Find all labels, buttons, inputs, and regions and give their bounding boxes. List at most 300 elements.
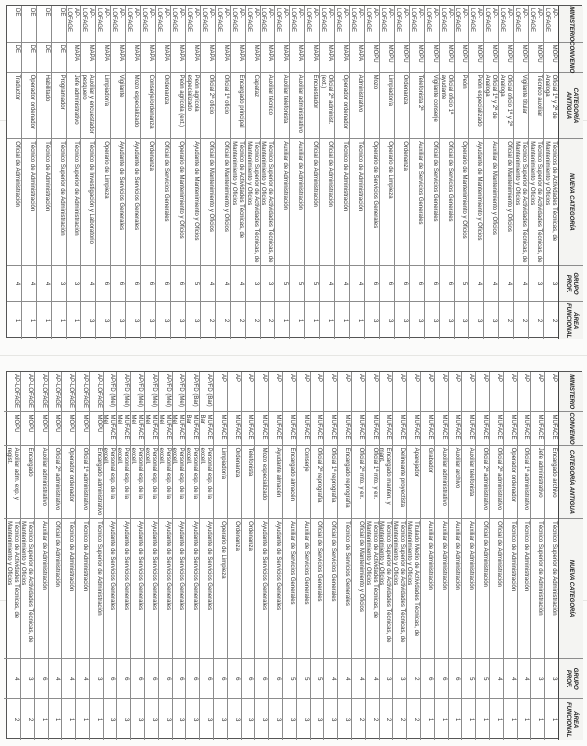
area-funcional-cell: 2 [267, 318, 274, 323]
grupo-prof-cell: 5 [452, 266, 468, 303]
nueva-categoria-cell: Ordenanza [228, 519, 241, 659]
area-funcional-cell: 2 [26, 718, 33, 722]
convenio-cell: MUFACE [324, 412, 337, 445]
categoria-antigua-cell: Personal esp. de la excell. [197, 446, 213, 520]
categoria-antigua-cell: Ordenanza [393, 73, 409, 140]
column-header: NUEVA CATEGORÍA [559, 519, 583, 659]
grupo-prof-cell: 6 [94, 266, 110, 303]
categoria-antigua-cell: Peón [452, 73, 468, 140]
grupo-prof-cell: 6 [142, 659, 158, 699]
categoria-antigua-cell: Oficial 2ª reprografía [311, 446, 324, 520]
area-funcional-cell: 3 [233, 718, 240, 722]
nueva-categoria-cell: Oficial de Servicios Generales [154, 139, 170, 266]
grupo-prof-cell: 4 [79, 266, 95, 303]
ministerio-cell: AP-LOFAGE [333, 6, 349, 43]
grupo-prof-cell: 4 [324, 659, 337, 699]
nueva-categoria-cell: Operario de Mantenimiento y Oficios [452, 139, 468, 266]
convenio-cell: MUFACE [518, 412, 531, 445]
categoria-antigua-cell: Operador ordenador [504, 446, 517, 520]
convenio-cell: DE [52, 43, 66, 73]
area-funcional-cell: 3 [192, 318, 199, 323]
nueva-categoria-cell: Ayudante de Servicios Generales [124, 139, 140, 266]
convenio-cell: MUFACE [390, 412, 406, 445]
convenio-cell: MOPU [76, 412, 89, 445]
grupo-prof-cell: 4 [497, 266, 513, 303]
nueva-categoria-cell: Técnico Superior de Administración [52, 139, 66, 266]
area-funcional-cell: 3 [103, 318, 110, 323]
grupo-prof-cell: 4 [518, 659, 531, 699]
categoria-antigua-cell: Operador ordenador [62, 446, 75, 520]
grupo-prof-cell: 6 [242, 659, 255, 699]
nueva-categoria-cell: Ayudante de Mantenimiento y Oficios [467, 139, 483, 266]
convenio-cell: MUFACE [435, 412, 448, 445]
convenio-cell: MOPU [62, 412, 75, 445]
convenio-cell: MOPU [18, 412, 34, 445]
column-header: GRUPO PROF. [559, 266, 583, 303]
convenio-cell: MUFACE Mel [142, 412, 158, 445]
convenio-cell: MOPU [438, 43, 454, 73]
area-funcional-cell: 1 [73, 318, 80, 323]
table-row [75, 372, 89, 740]
ministerio-cell: AP [462, 372, 475, 412]
grupo-prof-cell: 4 [199, 266, 215, 303]
convenio-cell: MAPA [229, 43, 245, 73]
ministerio-cell: AP/FD (Mel) [156, 372, 172, 412]
convenio-cell: MAPA [273, 43, 289, 73]
categoria-antigua-cell: Habilitado [37, 73, 51, 140]
area-funcional-cell: 1 [495, 718, 502, 722]
area-funcional-cell: 3 [150, 718, 157, 722]
ministerio-cell: AP-LOFAGE [184, 6, 200, 43]
area-funcional-cell: 2 [252, 318, 259, 323]
categoria-antigua-cell: Encargado [18, 446, 34, 520]
ministerio-cell: AP [476, 372, 489, 412]
area-funcional-cell: 3 [118, 318, 125, 323]
grupo-prof-cell: 4 [504, 659, 517, 699]
categoria-antigua-cell: Jefe administrativo [65, 73, 81, 140]
ministerio-cell: AP-LOFAGE [393, 6, 409, 43]
ministerio-cell: AP [363, 372, 379, 412]
grupo-prof-cell: 4 [318, 266, 334, 303]
area-funcional-cell: 1 [537, 718, 544, 722]
grupo-prof-cell: 5 [297, 659, 310, 699]
convenio-cell: MAPA [184, 43, 200, 73]
grupo-prof-cell: 3 [531, 659, 544, 699]
table-row [95, 6, 110, 339]
categoria-antigua-cell: Mozo [363, 73, 379, 140]
grupo-prof-cell: 4 [76, 659, 89, 699]
ministerio-cell: AP-LOFAGE [35, 372, 48, 412]
area-funcional-cell: 3 [177, 318, 184, 323]
nueva-categoria-cell: Operario de Mantenimiento y Oficios [169, 139, 185, 266]
table-row [117, 372, 131, 740]
ministerio-cell: AP [269, 372, 282, 412]
table-row [406, 372, 420, 740]
convenio-cell: MAPA [124, 43, 140, 73]
nueva-categoria-cell: Operario de Limpieza [378, 139, 394, 266]
nueva-categoria-cell: Técnico de Administración [37, 139, 51, 266]
area-funcional-cell: 1 [426, 718, 433, 722]
convenio-cell: MUFACE [352, 412, 365, 445]
nueva-categoria-cell: Técnico Superior de Actividades Técnicas, de Mantenimiento y Oficios [376, 519, 392, 659]
nueva-categoria-cell: Oficial de Servicios Generales [324, 519, 337, 659]
area-funcional-cell: 1 [54, 718, 61, 722]
area-funcional-cell: 1 [282, 318, 289, 323]
nueva-categoria-cell: Oficial de Administración [49, 519, 62, 659]
table-row [170, 6, 185, 339]
grupo-prof-cell: 4 [229, 266, 245, 303]
area-funcional-cell: 2 [222, 318, 229, 323]
categoria-antigua-cell: Peón agrícola especializado [184, 73, 200, 140]
upper-category-table [6, 5, 582, 338]
categoria-antigua-cell: Vigilante titular [512, 73, 528, 140]
convenio-cell: MAPA [303, 43, 319, 73]
area-funcional-cell: 1 [297, 318, 304, 323]
convenio-cell: MAPA [348, 43, 364, 73]
categoria-antigua-cell: Oficial 2ª oficio [199, 73, 215, 140]
convenio-cell: MOPU [497, 43, 513, 73]
categoria-antigua-cell: Oficial 1ª y 2ª de Analoga [542, 73, 558, 140]
area-funcional-cell: 3 [163, 318, 170, 323]
table-row [296, 372, 310, 740]
table-row [7, 6, 21, 339]
convenio-cell: MUFACE [269, 412, 282, 445]
table-row [498, 6, 513, 339]
ministerio-cell: AP/FD (Mel) [142, 372, 158, 412]
nueva-categoria-cell: Técnico de Actividades Técnicas, de Mantenimiento y Oficios [229, 139, 245, 266]
categoria-antigua-cell: Vigilante conserje [423, 73, 439, 140]
nueva-categoria-cell: Auxiliar de Administración [435, 519, 448, 659]
table-row [365, 372, 379, 740]
nueva-categoria-cell: Titulado Medio de Actividades Técnicas, de Mantenimiento y Oficios [404, 519, 420, 659]
table-row [379, 372, 393, 740]
categoria-antigua-cell: Encargado almacén [283, 446, 296, 520]
grupo-prof-cell: 4 [467, 266, 483, 303]
ministerio-cell: AP-LOFAGE [542, 6, 558, 43]
ministerio-cell: AP-LOFAGE [4, 372, 20, 412]
ministerio-cell: AP/FD (Mel) [114, 372, 130, 412]
grupo-prof-cell: 5 [288, 266, 304, 303]
ministerio-cell: AP-LOFAGE [139, 6, 155, 43]
area-funcional-cell: 3 [164, 718, 171, 722]
area-funcional-cell: 2 [357, 718, 364, 722]
table-row [144, 372, 158, 740]
table-row [140, 6, 155, 339]
area-funcional-cell: 1 [68, 718, 75, 722]
categoria-antigua-cell: Oficial oficio 1ª ayudante [438, 73, 454, 140]
convenio-cell: MOPU [35, 412, 48, 445]
table-row [483, 6, 498, 339]
table-row [155, 6, 170, 339]
grupo-prof-cell: 6 [408, 266, 424, 303]
grupo-prof-cell: 4 [7, 266, 21, 303]
grupo-prof-cell: 4 [333, 266, 349, 303]
grupo-prof-cell: 2 [404, 659, 420, 699]
convenio-cell: MAPA [244, 43, 260, 73]
area-funcional-cell: 3 [109, 718, 116, 722]
grupo-prof-cell: 4 [214, 266, 230, 303]
nueva-categoria-cell: Técnico Superior de Actividades Técnicas, de Mantenimiento y Oficios [512, 139, 528, 266]
nueva-categoria-cell: Técnico Superior de Actividades Técnicas, de Mantenimiento y Oficios [390, 519, 406, 659]
grupo-prof-cell: 6 [169, 659, 185, 699]
ministerio-cell: DE [52, 6, 66, 43]
ministerio-cell: AP-LOFAGE [408, 6, 424, 43]
nueva-categoria-cell: Técnico Superior de Actividades Técnicas, de Mantenimiento y Oficios [258, 139, 274, 266]
nueva-categoria-cell: Auxiliar de Servicios Generales [283, 519, 296, 659]
convenio-cell: MAPA [214, 43, 230, 73]
ministerio-cell: AP-LOFAGE [363, 6, 379, 43]
nueva-categoria-cell: Ayudante de Servicios Generales [128, 519, 144, 659]
table-row [379, 6, 394, 339]
table-row [66, 6, 81, 339]
ministerio-cell: AP [490, 372, 503, 412]
nueva-categoria-cell: Ayudante de Servicios Generales [142, 519, 158, 659]
categoria-antigua-cell: Vigilante [109, 73, 125, 140]
ministerio-cell: AP [297, 372, 310, 412]
column-header: CATEGORÍA ANTIGUA [559, 446, 583, 520]
table-row [454, 6, 469, 339]
convenio-cell: MOPU [512, 43, 528, 73]
nueva-categoria-cell: Ayudante de Servicios Generales [255, 519, 268, 659]
ministerio-cell: AP-LOFAGE [244, 6, 260, 43]
convenio-cell: MAPA [318, 43, 334, 73]
table-row [448, 372, 462, 740]
nueva-categoria-cell: Ayudante de Mantenimiento y Oficios [184, 139, 200, 266]
area-funcional-cell: 1 [43, 318, 50, 323]
grupo-prof-cell: 4 [22, 266, 36, 303]
table-row [241, 372, 255, 740]
categoria-antigua-cell: Encargado administrativo [90, 446, 103, 520]
table-row [51, 6, 66, 339]
categoria-antigua-cell: Auxiliar adm. exp. y regist. [4, 446, 20, 520]
area-funcional-cell: 1 [342, 318, 349, 323]
area-funcional-cell: 1 [327, 318, 334, 323]
ministerio-cell: AP-LOFAGE [199, 6, 215, 43]
table-row [334, 6, 349, 339]
convenio-cell: MUFACE Bar [197, 412, 213, 445]
table-row [304, 6, 319, 339]
nueva-categoria-cell: Técnico de Administración [518, 519, 531, 659]
nueva-categoria-cell: Oficial de Administración [476, 519, 489, 659]
area-funcional-cell: 2 [12, 718, 19, 722]
grupo-prof-cell: 6 [114, 659, 130, 699]
categoria-antigua-cell: Conserje [297, 446, 310, 520]
grupo-prof-cell: 6 [128, 659, 144, 699]
area-funcional-cell: 1 [440, 718, 447, 722]
ministerio-cell: AP-LOFAGE [303, 6, 319, 43]
convenio-cell: MUFACE [338, 412, 351, 445]
grupo-prof-cell: 4 [482, 266, 498, 303]
column-header: ÁREA FUNCIONAL [565, 702, 578, 738]
area-funcional-cell: 3 [178, 718, 185, 722]
nueva-categoria-cell: Técnico de Administración [348, 139, 364, 266]
table-row [409, 6, 424, 339]
convenio-cell: MUFACE [228, 412, 241, 445]
convenio-cell: MUFACE [504, 412, 517, 445]
grupo-prof-cell: 6 [197, 659, 213, 699]
ministerio-cell: AP-LOFAGE [467, 6, 483, 43]
convenio-cell: DE [7, 43, 21, 73]
table-row [213, 372, 227, 740]
table-row [215, 6, 230, 339]
area-funcional-cell: 1 [40, 718, 47, 722]
ministerio-cell: DE [7, 6, 21, 43]
column-header: CATEGORÍA ANTIGUA [559, 73, 583, 140]
ministerio-cell: AP-LOFAGE [124, 6, 140, 43]
table-row [337, 372, 351, 740]
grupo-prof-cell: 6 [438, 266, 454, 303]
table-row [434, 372, 448, 740]
nueva-categoria-cell: Técnico de Servicios Generales [338, 519, 351, 659]
categoria-antigua-cell: Telefonista 2ª [408, 73, 424, 140]
convenio-cell: MAPA [199, 43, 215, 73]
column-header: CONVENIO [559, 43, 583, 73]
categoria-antigua-cell: Encargado manten. y mant. [376, 446, 392, 520]
table-row [503, 372, 517, 740]
ministerio-cell: AP-LOFAGE [109, 6, 125, 43]
nueva-categoria-cell: Técnico de Administración [22, 139, 36, 266]
table-row [392, 372, 406, 740]
ministerio-cell: AP [518, 372, 531, 412]
area-funcional-cell: 3 [461, 318, 468, 323]
grupo-prof-cell: 4 [37, 266, 51, 303]
ministerio-cell: AP-LOFAGE [527, 6, 543, 43]
nueva-categoria-cell: Técnico de Administración [62, 519, 75, 659]
table-row [260, 6, 275, 339]
ministerio-cell: AP/FD (Bar) [197, 372, 213, 412]
table-row [21, 6, 36, 339]
convenio-cell: MAPA [79, 43, 95, 73]
ministerio-cell: AP [255, 372, 268, 412]
nueva-categoria-cell: Auxiliar de Administración [273, 139, 289, 266]
table-row [172, 372, 186, 740]
nueva-categoria-cell: Auxiliar de Administración [35, 519, 48, 659]
table-row [424, 6, 439, 339]
table-row [7, 372, 20, 740]
area-funcional-cell: 3 [137, 718, 144, 722]
area-funcional-cell: 2 [399, 718, 406, 722]
nueva-categoria-cell: Auxiliar de Servicios Generales [408, 139, 424, 266]
grupo-prof-cell: 6 [169, 266, 185, 303]
nueva-categoria-cell: Oficial de Servicios Generales [311, 519, 324, 659]
column-header: NUEVA CATEGORÍA [559, 139, 583, 266]
area-funcional-cell: 1 [482, 718, 489, 722]
ministerio-cell: AP-LOFAGE [452, 6, 468, 43]
nueva-categoria-cell: Ordenanza [139, 139, 155, 266]
table-row [103, 372, 117, 740]
nueva-categoria-cell: Ayudante de Servicios Generales [101, 519, 117, 659]
nueva-categoria-cell: Oficial de Mantenimiento y Oficios [497, 139, 513, 266]
nueva-categoria-cell: Oficial de Mantenimiento y Oficios [199, 139, 215, 266]
area-funcional-cell: 2 [385, 718, 392, 722]
area-funcional-cell: 2 [413, 718, 420, 722]
convenio-cell: MOPU [467, 43, 483, 73]
convenio-cell: MOPU [408, 43, 424, 73]
nueva-categoria-cell: Técnico de Actividades Técnicas, de Mantenimiento y Oficios [4, 519, 20, 659]
grupo-prof-cell: 6 [393, 266, 409, 303]
nueva-categoria-cell: Técnico Superior de Administración [531, 519, 544, 659]
ministerio-cell: AP-LOFAGE [497, 6, 513, 43]
categoria-antigua-cell: Grabador [421, 446, 434, 520]
nueva-categoria-cell: Técnicos de Actividades Técnicas, de Mantenimiento y Oficios [542, 139, 558, 266]
ministerio-cell: AP [531, 372, 544, 412]
convenio-cell: MAPA [258, 43, 274, 73]
ministerio-cell: AP [228, 372, 241, 412]
area-funcional-cell: 2 [237, 318, 244, 323]
categoria-antigua-cell: Personal esp. de la excell. [169, 446, 185, 520]
ministerio-cell: AP-LOFAGE [288, 6, 304, 43]
table-row [289, 6, 304, 339]
lower-category-table [6, 371, 582, 739]
nueva-categoria-cell: Oficial de Servicios Generales [423, 139, 439, 266]
ministerio-cell: AP/FD (Mel) [169, 372, 185, 412]
categoria-antigua-cell: Traductor [7, 73, 21, 140]
column-header: GRUPO PROF. [559, 659, 583, 699]
table-row [274, 6, 289, 339]
area-funcional-cell: 3 [431, 318, 438, 323]
nueva-categoria-cell: Auxiliar de Mantenimiento y Oficios [482, 139, 498, 266]
table-row [34, 372, 48, 740]
upper-table-body [7, 6, 583, 339]
categoria-antigua-cell: Limpiador/a [94, 73, 110, 140]
grupo-prof-cell: 6 [214, 659, 227, 699]
categoria-antigua-cell: Técnico auxiliar [527, 73, 543, 140]
convenio-cell: MUFACE Mel [156, 412, 172, 445]
table-row [394, 6, 409, 339]
categoria-antigua-cell: Oficial 2ª administ.(ext.) [318, 73, 334, 140]
nueva-categoria-cell: Ayudante de Servicios Generales [197, 519, 213, 659]
nueva-categoria-cell: Técnico Superior de Actividades Técnicas, de Mantenimiento y Oficios [527, 139, 543, 266]
grupo-prof-cell: 3 [545, 659, 558, 699]
table-row [349, 6, 364, 339]
nueva-categoria-cell: Ayudante de Servicios Generales [114, 519, 130, 659]
convenio-cell: MAPA [139, 43, 155, 73]
ministerio-cell: AP [504, 372, 517, 412]
categoria-antigua-cell: Oficial 1ª administrativo [76, 446, 89, 520]
table-row [254, 372, 268, 740]
area-funcional-cell: 3 [261, 718, 268, 722]
grupo-prof-cell: 6 [156, 659, 172, 699]
area-funcional-cell: 3 [288, 718, 295, 722]
table-row [199, 372, 213, 740]
area-funcional-cell: 3 [219, 718, 226, 722]
grupo-prof-cell: 4 [49, 659, 62, 699]
nueva-categoria-cell: Ayudante de Servicios Generales [169, 519, 185, 659]
categoria-antigua-cell: Encargado archivo [545, 446, 558, 520]
area-funcional-cell: 3 [476, 318, 483, 323]
grupo-prof-cell: 6 [101, 659, 117, 699]
table-row [185, 372, 199, 740]
grupo-prof-cell: 4 [490, 659, 503, 699]
ministerio-cell: AP [338, 372, 351, 412]
table-row [468, 6, 483, 339]
categoria-antigua-cell: Delineante proyectista [390, 446, 406, 520]
categoria-antigua-cell: Oficial 1ª mto. y ex. [363, 446, 379, 520]
convenio-cell: MOPU [423, 43, 439, 73]
area-funcional-cell: 1 [509, 718, 516, 722]
lower-table-body [7, 372, 583, 740]
ministerio-cell: AP-LOFAGE [348, 6, 364, 43]
grupo-prof-cell: 6 [109, 266, 125, 303]
categoria-antigua-cell: Peón agrícola (ext.) [169, 73, 185, 140]
nueva-categoria-cell: Técnico Superior de Administración [90, 519, 103, 659]
table-row [530, 372, 544, 740]
convenio-cell: MOPU [482, 43, 498, 73]
grupo-prof-cell: 4 [363, 659, 379, 699]
convenio-cell: MUFACE [297, 412, 310, 445]
categoria-antigua-cell: Encuestador [303, 73, 319, 140]
categoria-antigua-cell: Auxiliar archivo [449, 446, 462, 520]
